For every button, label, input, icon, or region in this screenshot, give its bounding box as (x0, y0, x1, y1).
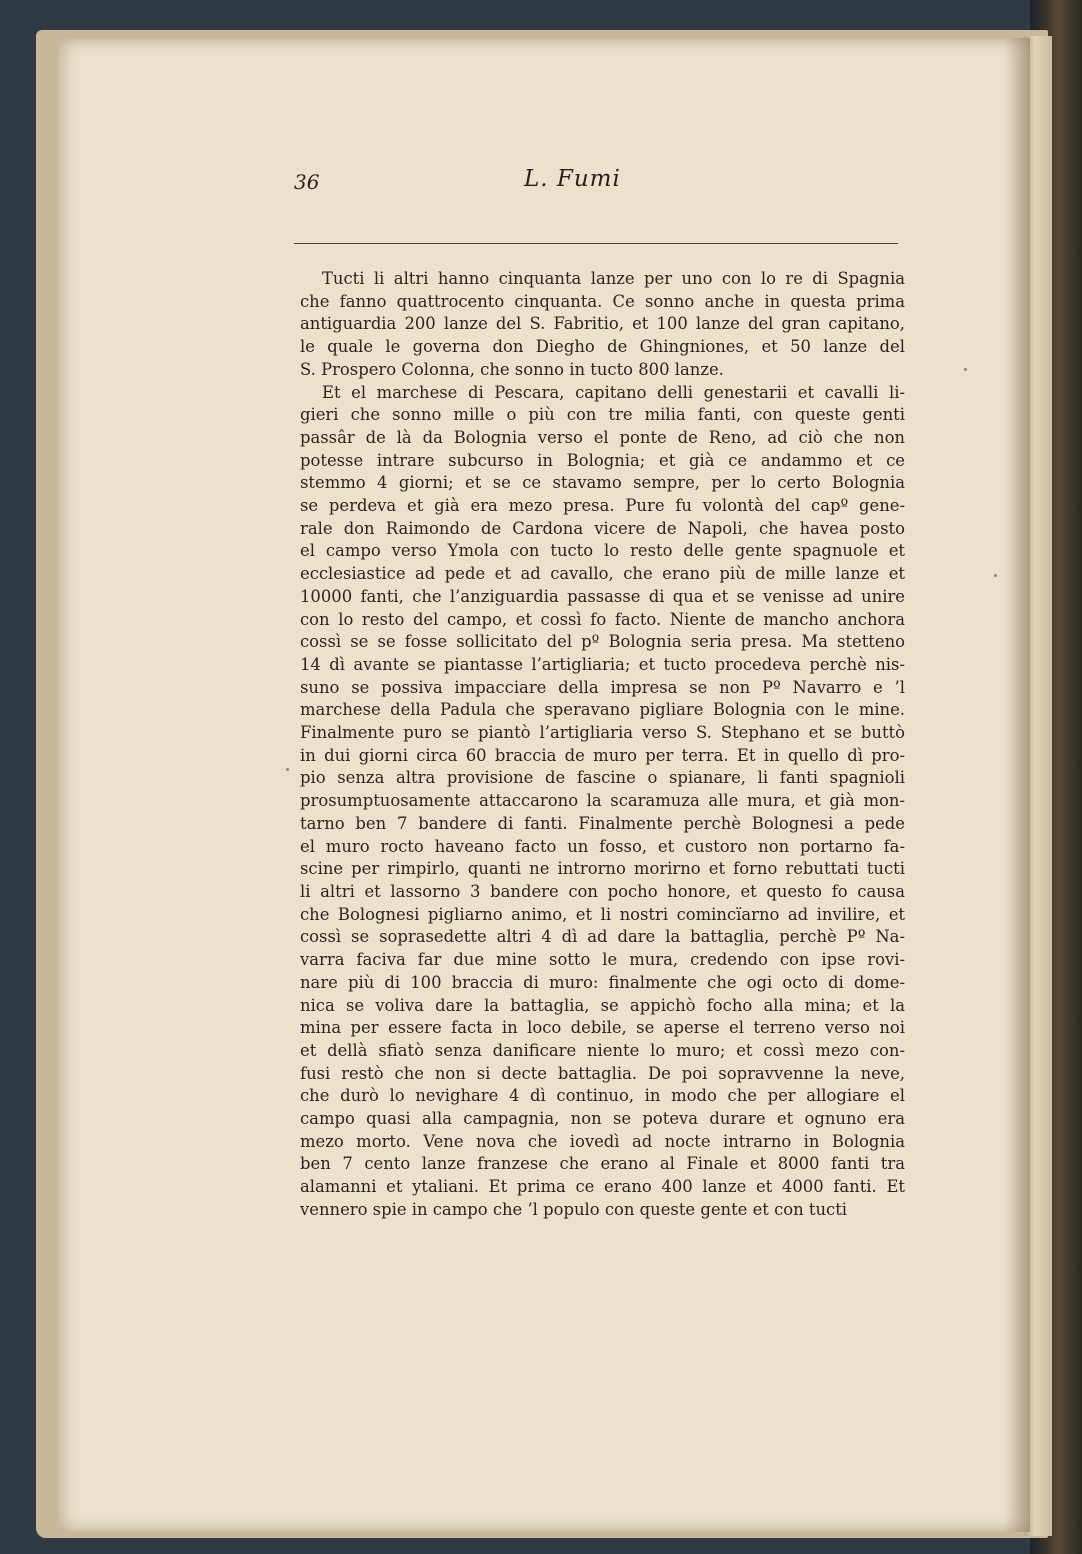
text-line: alamanni et ytaliani. Et prima ce erano 400 lanze et 4000 fanti. Et (300, 1177, 905, 1197)
page-number: 36 (294, 170, 320, 194)
text-line: mezo morto. Vene nova che iovedì ad nocte intrarno in Bolognia (300, 1131, 905, 1151)
text-line: cossì se se fosse sollicitato del pº Bolognia seria presa. Ma stetteno (300, 632, 905, 652)
text-line: passâr de là da Bolognia verso el ponte de Reno, ad ciò che non (300, 427, 905, 447)
paper-speck (994, 574, 997, 577)
text-line: se perdeva et già era mezo presa. Pure fu volontà del capº gene- (300, 496, 905, 516)
text-line: 14 dì avante se piantasse l’artigliaria; et tucto procedeva perchè nis- (300, 654, 905, 674)
text-line: el muro rocto haveano facto un fosso, et custoro non portarno fa- (300, 836, 905, 856)
text-line: che durò lo nevighare 4 dì continuo, in modo che per allogiare el (300, 1086, 905, 1106)
text-line: li altri et lassorno 3 bandere con pocho honore, et questo fo causa (300, 881, 905, 901)
running-head: L. Fumi (524, 166, 621, 192)
text-line: ecclesiastice ad pede et ad cavallo, che erano più de mille lanze et (300, 564, 905, 584)
text-line: nare più di 100 braccia di muro: finalmente che ogi octo di dome- (300, 972, 905, 992)
text-line: stemmo 4 giorni; et se ce stavamo sempre, per lo certo Bolognia (300, 473, 905, 493)
text-line: marchese della Padula che speravano pigliare Bolognia con le mine. (300, 700, 905, 720)
text-line: mina per essere facta in loco debile, se aperse el terreno verso noi (300, 1018, 905, 1038)
text-line: rale don Raimondo de Cardona vicere de Napoli, che havea posto (300, 518, 905, 538)
paper-speck (964, 368, 967, 371)
page-gutter-shadow (1004, 38, 1030, 1532)
text-line: antiguardia 200 lanze del S. Fabritio, et 100 lanze del gran capitano, (300, 314, 905, 334)
text-line: nica se voliva dare la battaglia, se appichò focho alla mina; et la (300, 995, 905, 1015)
text-line: scine per rimpirlo, quanti ne introrno morirno et forno rebuttati tucti (300, 859, 905, 879)
text-line: ben 7 cento lanze franzese che erano al Finale et 8000 fanti tra (300, 1154, 905, 1174)
header-rule (294, 243, 898, 244)
text-line: 10000 fanti, che l’anziguardia passasse di qua et se venisse ad unire (300, 586, 905, 606)
text-line: le quale le governa don Diegho de Ghingniones, et 50 lanze del (300, 337, 905, 357)
text-line: in dui giorni circa 60 braccia de muro per terra. Et in quello dì pro- (300, 745, 905, 765)
text-line: che fanno quattrocento cinquanta. Ce sonno anche in questa prima (300, 291, 905, 311)
page-header (294, 166, 898, 210)
text-line: el campo verso Ymola con tucto lo resto delle gente spagnuole et (300, 541, 905, 561)
text-line: con lo resto del campo, et cossì fo facto. Niente de mancho anchora (300, 609, 905, 629)
text-line: et dellà sfiatò senza danificare niente lo muro; et cossì mezo con- (300, 1040, 905, 1060)
text-line: fusi restò che non si decte battaglia. De poi sopravvenne la neve, (300, 1063, 905, 1083)
text-line: suno se possiva impacciare della impresa se non Pº Navarro e ’l (300, 677, 905, 697)
text-line: Finalmente puro se piantò l’artigliaria verso S. Stephano et se buttò (300, 723, 905, 743)
text-line: tarno ben 7 bandere di fanti. Finalmente perchè Bolognesi a pede (300, 813, 905, 833)
body-text (300, 268, 905, 1222)
text-line: varra faciva far due mine sotto le mura, credendo con ipse rovi- (300, 950, 905, 970)
text-line: cossì se soprasedette altri 4 dì ad dare la battaglia, perchè Pº Na- (300, 927, 905, 947)
text-line: gieri che sonno mille o più con tre milia fanti, con queste genti (300, 405, 905, 425)
text-line: prosumptuosamente attaccarono la scaramuza alle mura, et già mon- (300, 791, 905, 811)
text-line: campo quasi alla campagnia, non se poteva durare et ognuno era (300, 1109, 905, 1129)
text-line: potesse intrare subcurso in Bolognia; et già ce andammo et ce (300, 450, 905, 470)
text-line: che Bolognesi pigliarno animo, et li nostri comincïarno ad invilire, et (300, 904, 905, 924)
text-line: S. Prospero Colonna, che sonno in tucto 800 lanze. (300, 359, 724, 379)
text-line: vennero spie in campo che ’l populo con queste gente et con tucti (300, 1199, 848, 1219)
text-line: Tucti li altri hanno cinquanta lanze per uno con lo re di Spagnia (322, 269, 905, 288)
paper-speck (286, 768, 289, 771)
text-line: pio senza altra provisione de fascine o spianare, li fanti spagnioli (300, 768, 905, 788)
text-line: Et el marchese di Pescara, capitano delli genestarii et cavalli li- (322, 382, 905, 402)
